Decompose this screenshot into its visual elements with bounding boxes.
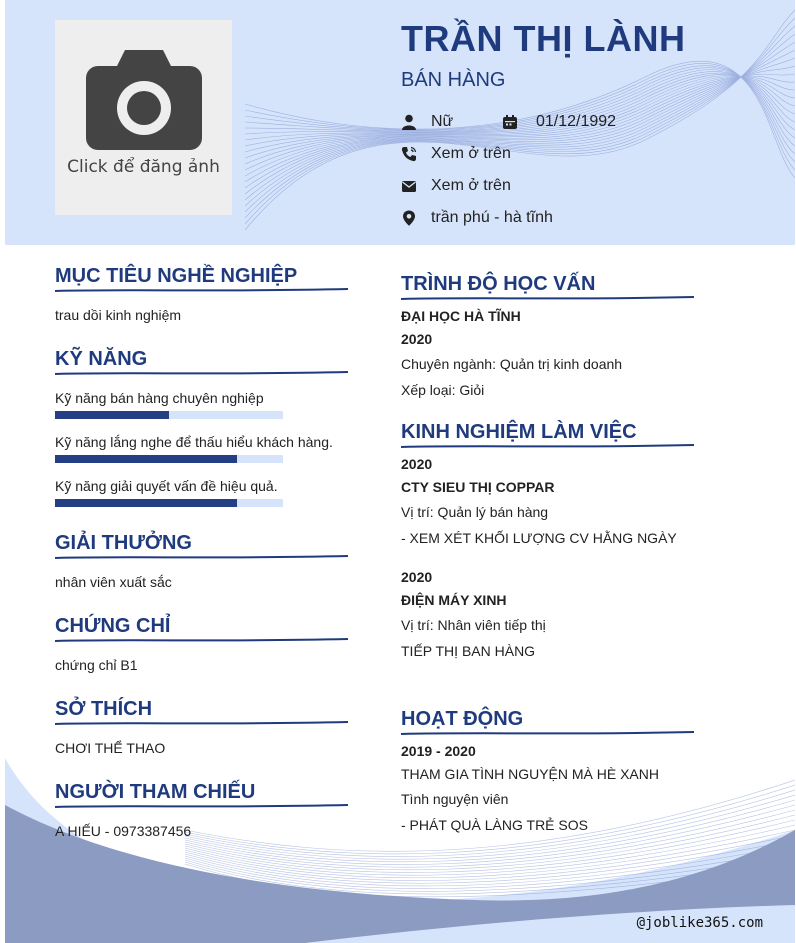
objective-underline [55,287,348,293]
job-position[interactable]: Vị trí: Nhân viên tiếp thị [401,617,546,633]
education-year[interactable]: 2020 [401,331,433,347]
envelope-icon [401,178,417,194]
photo-upload[interactable] [55,20,232,215]
objective-title[interactable]: MỤC TIÊU NGHỀ NGHIỆP [55,265,298,287]
skill-label[interactable]: Kỹ năng giải quyết vấn đề hiệu quả. [55,478,278,494]
phone-value[interactable]: Xem ở trên [431,145,511,162]
certificates-underline [55,637,348,643]
education-title[interactable]: TRÌNH ĐỘ HỌC VẤN [401,273,596,295]
gender-row [401,113,453,131]
job-description[interactable]: TIẾP THỊ BAN HÀNG [401,643,536,659]
skills-underline [55,370,348,376]
resume-page [5,0,795,943]
references-text[interactable]: A HIẾU - 0973387456 [55,823,192,839]
candidate-role[interactable]: BÁN HÀNG [401,69,506,91]
address-value[interactable]: trần phú - hà tĩnh [431,209,553,226]
objective-text[interactable]: trau dồi kinh nghiệm [55,307,182,323]
gender-value[interactable]: Nữ [431,113,454,130]
skill-bar-fill [55,455,237,463]
certificates-text[interactable]: chứng chỉ B1 [55,657,138,673]
job-company[interactable]: ĐIỆN MÁY XINH [401,592,507,608]
experience-title[interactable]: KINH NGHIỆM LÀM VIỆC [401,421,637,443]
skills-title[interactable]: KỸ NĂNG [55,348,148,370]
photo-upload-label: Click để đăng ảnh [67,157,220,177]
watermark: @joblike365.com [636,915,763,931]
awards-title[interactable]: GIẢI THƯỞNG [55,532,192,554]
skill-bar-fill [55,499,237,507]
job-description[interactable]: - XEM XÉT KHỐI LƯỢNG CV HẰNG NGÀY [401,530,677,546]
address-row [401,209,553,227]
activity-name[interactable]: THAM GIA TÌNH NGUYỆN MÀ HÈ XANH [401,766,659,782]
hobbies-text[interactable]: CHƠI THỂ THAO [55,740,166,756]
hobbies-underline [55,720,348,726]
awards-underline [55,554,348,560]
skill-bar [55,411,283,419]
birthdate-row [502,113,616,131]
references-title[interactable]: NGƯỜI THAM CHIẾU [55,781,256,803]
activities-title[interactable]: HOẠT ĐỘNG [401,708,524,730]
experience-underline [401,443,694,449]
skill-label[interactable]: Kỹ năng lắng nghe để thấu hiểu khách hàng. [55,434,333,450]
calendar-icon [502,114,518,130]
map-pin-icon [401,210,417,226]
email-row [401,177,511,195]
user-icon [401,114,417,130]
header [5,0,795,245]
phone-row [401,145,511,163]
job-year[interactable]: 2020 [401,569,433,585]
job-year[interactable]: 2020 [401,456,433,472]
phone-icon [401,146,417,162]
education-major[interactable]: Chuyên ngành: Quản trị kinh doanh [401,356,623,372]
skill-label[interactable]: Kỹ năng bán hàng chuyên nghiệp [55,390,264,406]
references-underline [55,803,348,809]
skill-bar [55,499,283,507]
camera-icon [55,20,232,215]
education-grade[interactable]: Xếp loại: Giỏi [401,382,485,398]
candidate-name[interactable]: TRẦN THỊ LÀNH [401,18,686,59]
activity-description[interactable]: - PHÁT QUÀ LÀNG TRẺ SOS [401,817,588,833]
skill-bar [55,455,283,463]
email-value[interactable]: Xem ở trên [431,177,511,194]
job-position[interactable]: Vị trí: Quản lý bán hàng [401,504,549,520]
activity-role[interactable]: Tình nguyện viên [401,791,509,807]
education-underline [401,295,694,301]
certificates-title[interactable]: CHỨNG CHỈ [55,615,171,637]
hobbies-title[interactable]: SỞ THÍCH [55,698,153,720]
skill-bar-fill [55,411,169,419]
education-school[interactable]: ĐẠI HỌC HÀ TĨNH [401,308,521,324]
job-company[interactable]: CTY SIEU THỊ COPPAR [401,479,555,495]
awards-text[interactable]: nhân viên xuất sắc [55,574,172,590]
birthdate-value[interactable]: 01/12/1992 [536,113,617,130]
activities-underline [401,730,694,736]
activity-period[interactable]: 2019 - 2020 [401,743,476,759]
